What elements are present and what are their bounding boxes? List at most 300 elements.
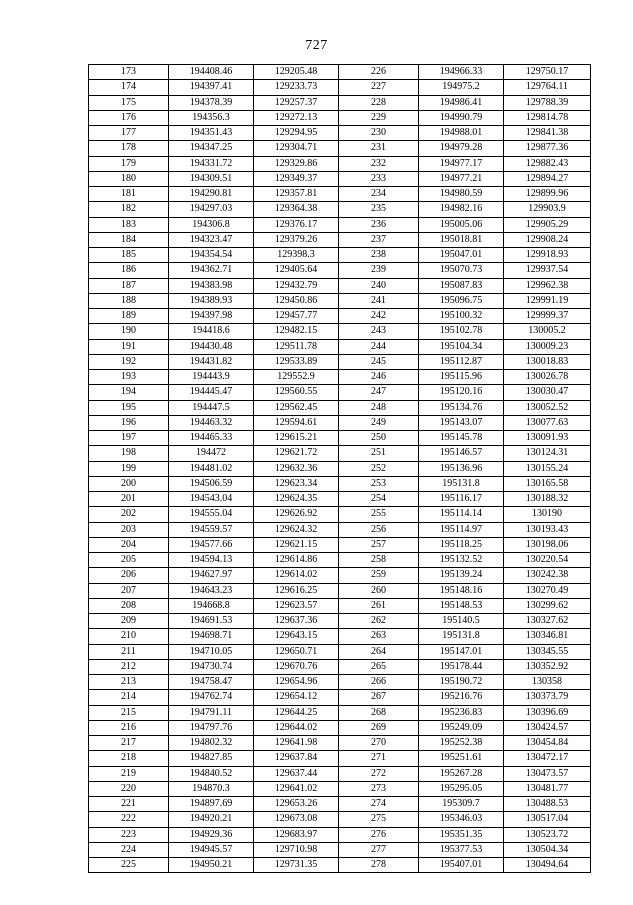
cell-y-coordinate: 130488.53 <box>504 797 591 812</box>
cell-x-coordinate: 194758.47 <box>169 675 254 690</box>
table-row <box>89 842 591 857</box>
cell-y-coordinate: 129643.15 <box>254 629 339 644</box>
table-row <box>89 522 591 537</box>
cell-point-number: 194 <box>89 385 169 400</box>
table-row <box>89 614 591 629</box>
cell-x-coordinate: 195118.25 <box>419 537 504 552</box>
cell-y-coordinate: 129877.36 <box>504 141 591 156</box>
cell-point-number: 190 <box>89 324 169 339</box>
cell-x-coordinate: 194331.72 <box>169 156 254 171</box>
cell-y-coordinate: 129918.93 <box>504 248 591 263</box>
coordinates-table <box>88 64 591 873</box>
cell-x-coordinate: 194710.05 <box>169 644 254 659</box>
table-row <box>89 461 591 476</box>
cell-point-number: 261 <box>339 598 419 613</box>
cell-y-coordinate: 129673.08 <box>254 812 339 827</box>
cell-y-coordinate: 129594.61 <box>254 415 339 430</box>
cell-y-coordinate: 129379.26 <box>254 232 339 247</box>
cell-point-number: 184 <box>89 232 169 247</box>
cell-y-coordinate: 129233.73 <box>254 80 339 95</box>
cell-x-coordinate: 195236.83 <box>419 705 504 720</box>
cell-point-number: 273 <box>339 781 419 796</box>
cell-y-coordinate: 129641.98 <box>254 736 339 751</box>
table-row <box>89 324 591 339</box>
table-row <box>89 629 591 644</box>
cell-point-number: 238 <box>339 248 419 263</box>
cell-point-number: 217 <box>89 736 169 751</box>
table-row <box>89 202 591 217</box>
table-row <box>89 598 591 613</box>
cell-point-number: 205 <box>89 553 169 568</box>
cell-point-number: 233 <box>339 171 419 186</box>
cell-point-number: 204 <box>89 537 169 552</box>
cell-x-coordinate: 194966.33 <box>419 65 504 80</box>
cell-x-coordinate: 194791.11 <box>169 705 254 720</box>
table-row <box>89 736 591 751</box>
table-row <box>89 110 591 125</box>
cell-x-coordinate: 194297.03 <box>169 202 254 217</box>
cell-point-number: 218 <box>89 751 169 766</box>
cell-point-number: 257 <box>339 537 419 552</box>
cell-y-coordinate: 129482.15 <box>254 324 339 339</box>
cell-x-coordinate: 194870.3 <box>169 781 254 796</box>
cell-x-coordinate: 194431.82 <box>169 354 254 369</box>
table-row <box>89 858 591 873</box>
cell-y-coordinate: 129991.19 <box>504 293 591 308</box>
cell-point-number: 246 <box>339 370 419 385</box>
cell-y-coordinate: 130299.62 <box>504 598 591 613</box>
cell-y-coordinate: 130242.38 <box>504 568 591 583</box>
cell-point-number: 189 <box>89 309 169 324</box>
cell-x-coordinate: 194472 <box>169 446 254 461</box>
cell-y-coordinate: 129364.38 <box>254 202 339 217</box>
cell-x-coordinate: 195112.87 <box>419 354 504 369</box>
cell-y-coordinate: 129624.35 <box>254 492 339 507</box>
cell-x-coordinate: 195407.01 <box>419 858 504 873</box>
cell-x-coordinate: 194463.32 <box>169 415 254 430</box>
cell-x-coordinate: 194383.98 <box>169 278 254 293</box>
cell-y-coordinate: 129654.96 <box>254 675 339 690</box>
cell-x-coordinate: 195252.38 <box>419 736 504 751</box>
cell-x-coordinate: 194418.6 <box>169 324 254 339</box>
table-row <box>89 232 591 247</box>
cell-y-coordinate: 130270.49 <box>504 583 591 598</box>
cell-point-number: 215 <box>89 705 169 720</box>
cell-point-number: 256 <box>339 522 419 537</box>
cell-point-number: 234 <box>339 187 419 202</box>
cell-y-coordinate: 129710.98 <box>254 842 339 857</box>
cell-x-coordinate: 194577.66 <box>169 537 254 552</box>
cell-x-coordinate: 195132.52 <box>419 553 504 568</box>
cell-x-coordinate: 194802.32 <box>169 736 254 751</box>
cell-y-coordinate: 129764.11 <box>504 80 591 95</box>
cell-point-number: 206 <box>89 568 169 583</box>
cell-y-coordinate: 130026.78 <box>504 370 591 385</box>
cell-y-coordinate: 130030.47 <box>504 385 591 400</box>
cell-x-coordinate: 195140.5 <box>419 614 504 629</box>
table-row <box>89 690 591 705</box>
cell-x-coordinate: 195131.8 <box>419 629 504 644</box>
cell-point-number: 209 <box>89 614 169 629</box>
table-row <box>89 65 591 80</box>
cell-point-number: 179 <box>89 156 169 171</box>
cell-point-number: 224 <box>89 842 169 857</box>
cell-x-coordinate: 194506.59 <box>169 476 254 491</box>
table-row <box>89 217 591 232</box>
cell-x-coordinate: 194309.51 <box>169 171 254 186</box>
cell-point-number: 226 <box>339 65 419 80</box>
cell-y-coordinate: 129841.38 <box>504 126 591 141</box>
cell-x-coordinate: 194945.57 <box>169 842 254 857</box>
cell-x-coordinate: 195018.81 <box>419 232 504 247</box>
cell-x-coordinate: 194397.41 <box>169 80 254 95</box>
cell-x-coordinate: 195145.78 <box>419 431 504 446</box>
cell-point-number: 251 <box>339 446 419 461</box>
cell-x-coordinate: 194445.47 <box>169 385 254 400</box>
cell-y-coordinate: 129205.48 <box>254 65 339 80</box>
cell-y-coordinate: 130454.84 <box>504 736 591 751</box>
cell-x-coordinate: 194762.74 <box>169 690 254 705</box>
cell-y-coordinate: 130494.64 <box>504 858 591 873</box>
cell-y-coordinate: 130193.43 <box>504 522 591 537</box>
cell-point-number: 228 <box>339 95 419 110</box>
cell-x-coordinate: 194356.3 <box>169 110 254 125</box>
cell-y-coordinate: 130327.62 <box>504 614 591 629</box>
cell-y-coordinate: 129615.21 <box>254 431 339 446</box>
cell-y-coordinate: 129637.84 <box>254 751 339 766</box>
cell-x-coordinate: 195139.24 <box>419 568 504 583</box>
cell-point-number: 240 <box>339 278 419 293</box>
cell-point-number: 272 <box>339 766 419 781</box>
cell-point-number: 173 <box>89 65 169 80</box>
cell-point-number: 229 <box>339 110 419 125</box>
cell-x-coordinate: 194323.47 <box>169 232 254 247</box>
cell-x-coordinate: 194950.21 <box>169 858 254 873</box>
cell-x-coordinate: 195116.17 <box>419 492 504 507</box>
cell-y-coordinate: 130220.54 <box>504 553 591 568</box>
cell-y-coordinate: 129644.02 <box>254 720 339 735</box>
cell-point-number: 186 <box>89 263 169 278</box>
cell-x-coordinate: 194354.54 <box>169 248 254 263</box>
cell-point-number: 243 <box>339 324 419 339</box>
cell-point-number: 200 <box>89 476 169 491</box>
cell-point-number: 198 <box>89 446 169 461</box>
cell-x-coordinate: 194290.81 <box>169 187 254 202</box>
cell-x-coordinate: 194979.28 <box>419 141 504 156</box>
cell-point-number: 180 <box>89 171 169 186</box>
cell-x-coordinate: 195146.57 <box>419 446 504 461</box>
table-row <box>89 553 591 568</box>
cell-x-coordinate: 195267.28 <box>419 766 504 781</box>
cell-y-coordinate: 129357.81 <box>254 187 339 202</box>
cell-point-number: 211 <box>89 644 169 659</box>
cell-point-number: 268 <box>339 705 419 720</box>
cell-x-coordinate: 194977.21 <box>419 171 504 186</box>
cell-point-number: 249 <box>339 415 419 430</box>
cell-point-number: 223 <box>89 827 169 842</box>
cell-y-coordinate: 130018.83 <box>504 354 591 369</box>
cell-point-number: 227 <box>339 80 419 95</box>
table-row <box>89 370 591 385</box>
cell-y-coordinate: 129750.17 <box>504 65 591 80</box>
cell-point-number: 235 <box>339 202 419 217</box>
cell-y-coordinate: 129962.38 <box>504 278 591 293</box>
cell-x-coordinate: 195114.97 <box>419 522 504 537</box>
table-row <box>89 263 591 278</box>
cell-y-coordinate: 129670.76 <box>254 659 339 674</box>
table-row <box>89 278 591 293</box>
cell-y-coordinate: 130352.92 <box>504 659 591 674</box>
cell-y-coordinate: 129272.13 <box>254 110 339 125</box>
cell-point-number: 250 <box>339 431 419 446</box>
cell-y-coordinate: 129614.86 <box>254 553 339 568</box>
table-row <box>89 141 591 156</box>
cell-point-number: 260 <box>339 583 419 598</box>
cell-x-coordinate: 194443.9 <box>169 370 254 385</box>
cell-y-coordinate: 129653.26 <box>254 797 339 812</box>
cell-x-coordinate: 194306.8 <box>169 217 254 232</box>
cell-point-number: 225 <box>89 858 169 873</box>
coordinates-table-body <box>89 65 591 873</box>
cell-x-coordinate: 194982.16 <box>419 202 504 217</box>
cell-point-number: 259 <box>339 568 419 583</box>
cell-point-number: 199 <box>89 461 169 476</box>
table-row <box>89 171 591 186</box>
table-row <box>89 583 591 598</box>
cell-x-coordinate: 194447.5 <box>169 400 254 415</box>
cell-y-coordinate: 130009.23 <box>504 339 591 354</box>
table-row <box>89 476 591 491</box>
table-row <box>89 95 591 110</box>
table-row <box>89 415 591 430</box>
cell-x-coordinate: 195148.16 <box>419 583 504 598</box>
cell-point-number: 241 <box>339 293 419 308</box>
cell-y-coordinate: 130358 <box>504 675 591 690</box>
cell-x-coordinate: 195100.32 <box>419 309 504 324</box>
cell-y-coordinate: 129405.64 <box>254 263 339 278</box>
cell-x-coordinate: 194465.33 <box>169 431 254 446</box>
page-number: 727 <box>305 38 328 53</box>
cell-point-number: 201 <box>89 492 169 507</box>
cell-point-number: 197 <box>89 431 169 446</box>
cell-y-coordinate: 130155.24 <box>504 461 591 476</box>
table-row <box>89 293 591 308</box>
cell-point-number: 177 <box>89 126 169 141</box>
cell-point-number: 185 <box>89 248 169 263</box>
cell-y-coordinate: 129637.44 <box>254 766 339 781</box>
cell-y-coordinate: 129731.35 <box>254 858 339 873</box>
cell-point-number: 181 <box>89 187 169 202</box>
cell-x-coordinate: 195136.96 <box>419 461 504 476</box>
cell-point-number: 214 <box>89 690 169 705</box>
cell-x-coordinate: 194594.13 <box>169 553 254 568</box>
cell-x-coordinate: 194840.52 <box>169 766 254 781</box>
table-row <box>89 644 591 659</box>
cell-y-coordinate: 129349.37 <box>254 171 339 186</box>
cell-y-coordinate: 130077.63 <box>504 415 591 430</box>
table-row <box>89 354 591 369</box>
cell-x-coordinate: 195351.35 <box>419 827 504 842</box>
cell-y-coordinate: 130373.79 <box>504 690 591 705</box>
cell-x-coordinate: 195114.14 <box>419 507 504 522</box>
cell-point-number: 202 <box>89 507 169 522</box>
cell-y-coordinate: 130091.93 <box>504 431 591 446</box>
cell-x-coordinate: 195096.75 <box>419 293 504 308</box>
cell-x-coordinate: 195070.73 <box>419 263 504 278</box>
cell-point-number: 191 <box>89 339 169 354</box>
cell-x-coordinate: 195134.76 <box>419 400 504 415</box>
cell-point-number: 254 <box>339 492 419 507</box>
cell-x-coordinate: 195104.34 <box>419 339 504 354</box>
cell-x-coordinate: 194980.59 <box>419 187 504 202</box>
cell-x-coordinate: 195148.53 <box>419 598 504 613</box>
cell-y-coordinate: 129641.02 <box>254 781 339 796</box>
cell-point-number: 247 <box>339 385 419 400</box>
cell-point-number: 219 <box>89 766 169 781</box>
cell-x-coordinate: 194797.76 <box>169 720 254 735</box>
table-row <box>89 431 591 446</box>
cell-x-coordinate: 195249.09 <box>419 720 504 735</box>
cell-y-coordinate: 129329.86 <box>254 156 339 171</box>
cell-y-coordinate: 129814.78 <box>504 110 591 125</box>
cell-x-coordinate: 194362.71 <box>169 263 254 278</box>
cell-point-number: 183 <box>89 217 169 232</box>
table-row <box>89 187 591 202</box>
cell-x-coordinate: 195295.05 <box>419 781 504 796</box>
cell-x-coordinate: 194986.41 <box>419 95 504 110</box>
cell-x-coordinate: 195309.7 <box>419 797 504 812</box>
cell-y-coordinate: 130517.04 <box>504 812 591 827</box>
cell-point-number: 266 <box>339 675 419 690</box>
cell-y-coordinate: 130052.52 <box>504 400 591 415</box>
cell-point-number: 252 <box>339 461 419 476</box>
cell-point-number: 195 <box>89 400 169 415</box>
cell-x-coordinate: 194975.2 <box>419 80 504 95</box>
cell-x-coordinate: 194730.74 <box>169 659 254 674</box>
table-row <box>89 720 591 735</box>
cell-x-coordinate: 194920.21 <box>169 812 254 827</box>
cell-y-coordinate: 129552.9 <box>254 370 339 385</box>
cell-point-number: 237 <box>339 232 419 247</box>
table-row <box>89 812 591 827</box>
cell-x-coordinate: 195005.06 <box>419 217 504 232</box>
cell-x-coordinate: 194929.36 <box>169 827 254 842</box>
cell-point-number: 276 <box>339 827 419 842</box>
cell-x-coordinate: 195115.96 <box>419 370 504 385</box>
cell-y-coordinate: 129457.77 <box>254 309 339 324</box>
cell-y-coordinate: 129637.36 <box>254 614 339 629</box>
cell-y-coordinate: 130472.17 <box>504 751 591 766</box>
table-row <box>89 446 591 461</box>
cell-x-coordinate: 195102.78 <box>419 324 504 339</box>
cell-x-coordinate: 194990.79 <box>419 110 504 125</box>
cell-y-coordinate: 130165.58 <box>504 476 591 491</box>
table-row <box>89 492 591 507</box>
cell-y-coordinate: 129257.37 <box>254 95 339 110</box>
cell-point-number: 239 <box>339 263 419 278</box>
table-row <box>89 797 591 812</box>
cell-point-number: 212 <box>89 659 169 674</box>
cell-x-coordinate: 195251.61 <box>419 751 504 766</box>
table-row <box>89 385 591 400</box>
cell-y-coordinate: 129650.71 <box>254 644 339 659</box>
cell-point-number: 264 <box>339 644 419 659</box>
cell-point-number: 232 <box>339 156 419 171</box>
cell-y-coordinate: 129905.29 <box>504 217 591 232</box>
cell-y-coordinate: 129788.39 <box>504 95 591 110</box>
cell-y-coordinate: 130190 <box>504 507 591 522</box>
table-row <box>89 80 591 95</box>
cell-y-coordinate: 129903.9 <box>504 202 591 217</box>
cell-point-number: 277 <box>339 842 419 857</box>
cell-x-coordinate: 194698.71 <box>169 629 254 644</box>
cell-y-coordinate: 129654.12 <box>254 690 339 705</box>
cell-point-number: 265 <box>339 659 419 674</box>
cell-y-coordinate: 130346.81 <box>504 629 591 644</box>
cell-y-coordinate: 129432.79 <box>254 278 339 293</box>
cell-y-coordinate: 129450.86 <box>254 293 339 308</box>
cell-x-coordinate: 195147.01 <box>419 644 504 659</box>
cell-y-coordinate: 129882.43 <box>504 156 591 171</box>
cell-point-number: 231 <box>339 141 419 156</box>
cell-point-number: 263 <box>339 629 419 644</box>
cell-x-coordinate: 194430.48 <box>169 339 254 354</box>
cell-y-coordinate: 130396.69 <box>504 705 591 720</box>
cell-point-number: 174 <box>89 80 169 95</box>
cell-point-number: 196 <box>89 415 169 430</box>
cell-x-coordinate: 194389.93 <box>169 293 254 308</box>
table-row <box>89 309 591 324</box>
cell-point-number: 203 <box>89 522 169 537</box>
cell-y-coordinate: 130124.31 <box>504 446 591 461</box>
cell-point-number: 248 <box>339 400 419 415</box>
cell-x-coordinate: 194643.23 <box>169 583 254 598</box>
table-row <box>89 751 591 766</box>
cell-y-coordinate: 129626.92 <box>254 507 339 522</box>
cell-x-coordinate: 194668.8 <box>169 598 254 613</box>
cell-point-number: 187 <box>89 278 169 293</box>
cell-y-coordinate: 129562.45 <box>254 400 339 415</box>
cell-y-coordinate: 129683.97 <box>254 827 339 842</box>
cell-point-number: 182 <box>89 202 169 217</box>
cell-point-number: 236 <box>339 217 419 232</box>
cell-x-coordinate: 194988.01 <box>419 126 504 141</box>
cell-y-coordinate: 129304.71 <box>254 141 339 156</box>
cell-x-coordinate: 194827.85 <box>169 751 254 766</box>
cell-y-coordinate: 129621.15 <box>254 537 339 552</box>
cell-y-coordinate: 130473.57 <box>504 766 591 781</box>
cell-point-number: 271 <box>339 751 419 766</box>
cell-point-number: 220 <box>89 781 169 796</box>
table-row <box>89 675 591 690</box>
cell-x-coordinate: 194555.04 <box>169 507 254 522</box>
cell-point-number: 262 <box>339 614 419 629</box>
cell-x-coordinate: 194559.57 <box>169 522 254 537</box>
cell-y-coordinate: 130504.34 <box>504 842 591 857</box>
cell-x-coordinate: 194977.17 <box>419 156 504 171</box>
cell-x-coordinate: 195377.53 <box>419 842 504 857</box>
table-row <box>89 537 591 552</box>
cell-y-coordinate: 130481.77 <box>504 781 591 796</box>
cell-y-coordinate: 129621.72 <box>254 446 339 461</box>
cell-x-coordinate: 195131.8 <box>419 476 504 491</box>
cell-y-coordinate: 129999.37 <box>504 309 591 324</box>
cell-y-coordinate: 129533.89 <box>254 354 339 369</box>
cell-y-coordinate: 129616.25 <box>254 583 339 598</box>
table-row <box>89 659 591 674</box>
cell-y-coordinate: 130345.55 <box>504 644 591 659</box>
cell-point-number: 258 <box>339 553 419 568</box>
